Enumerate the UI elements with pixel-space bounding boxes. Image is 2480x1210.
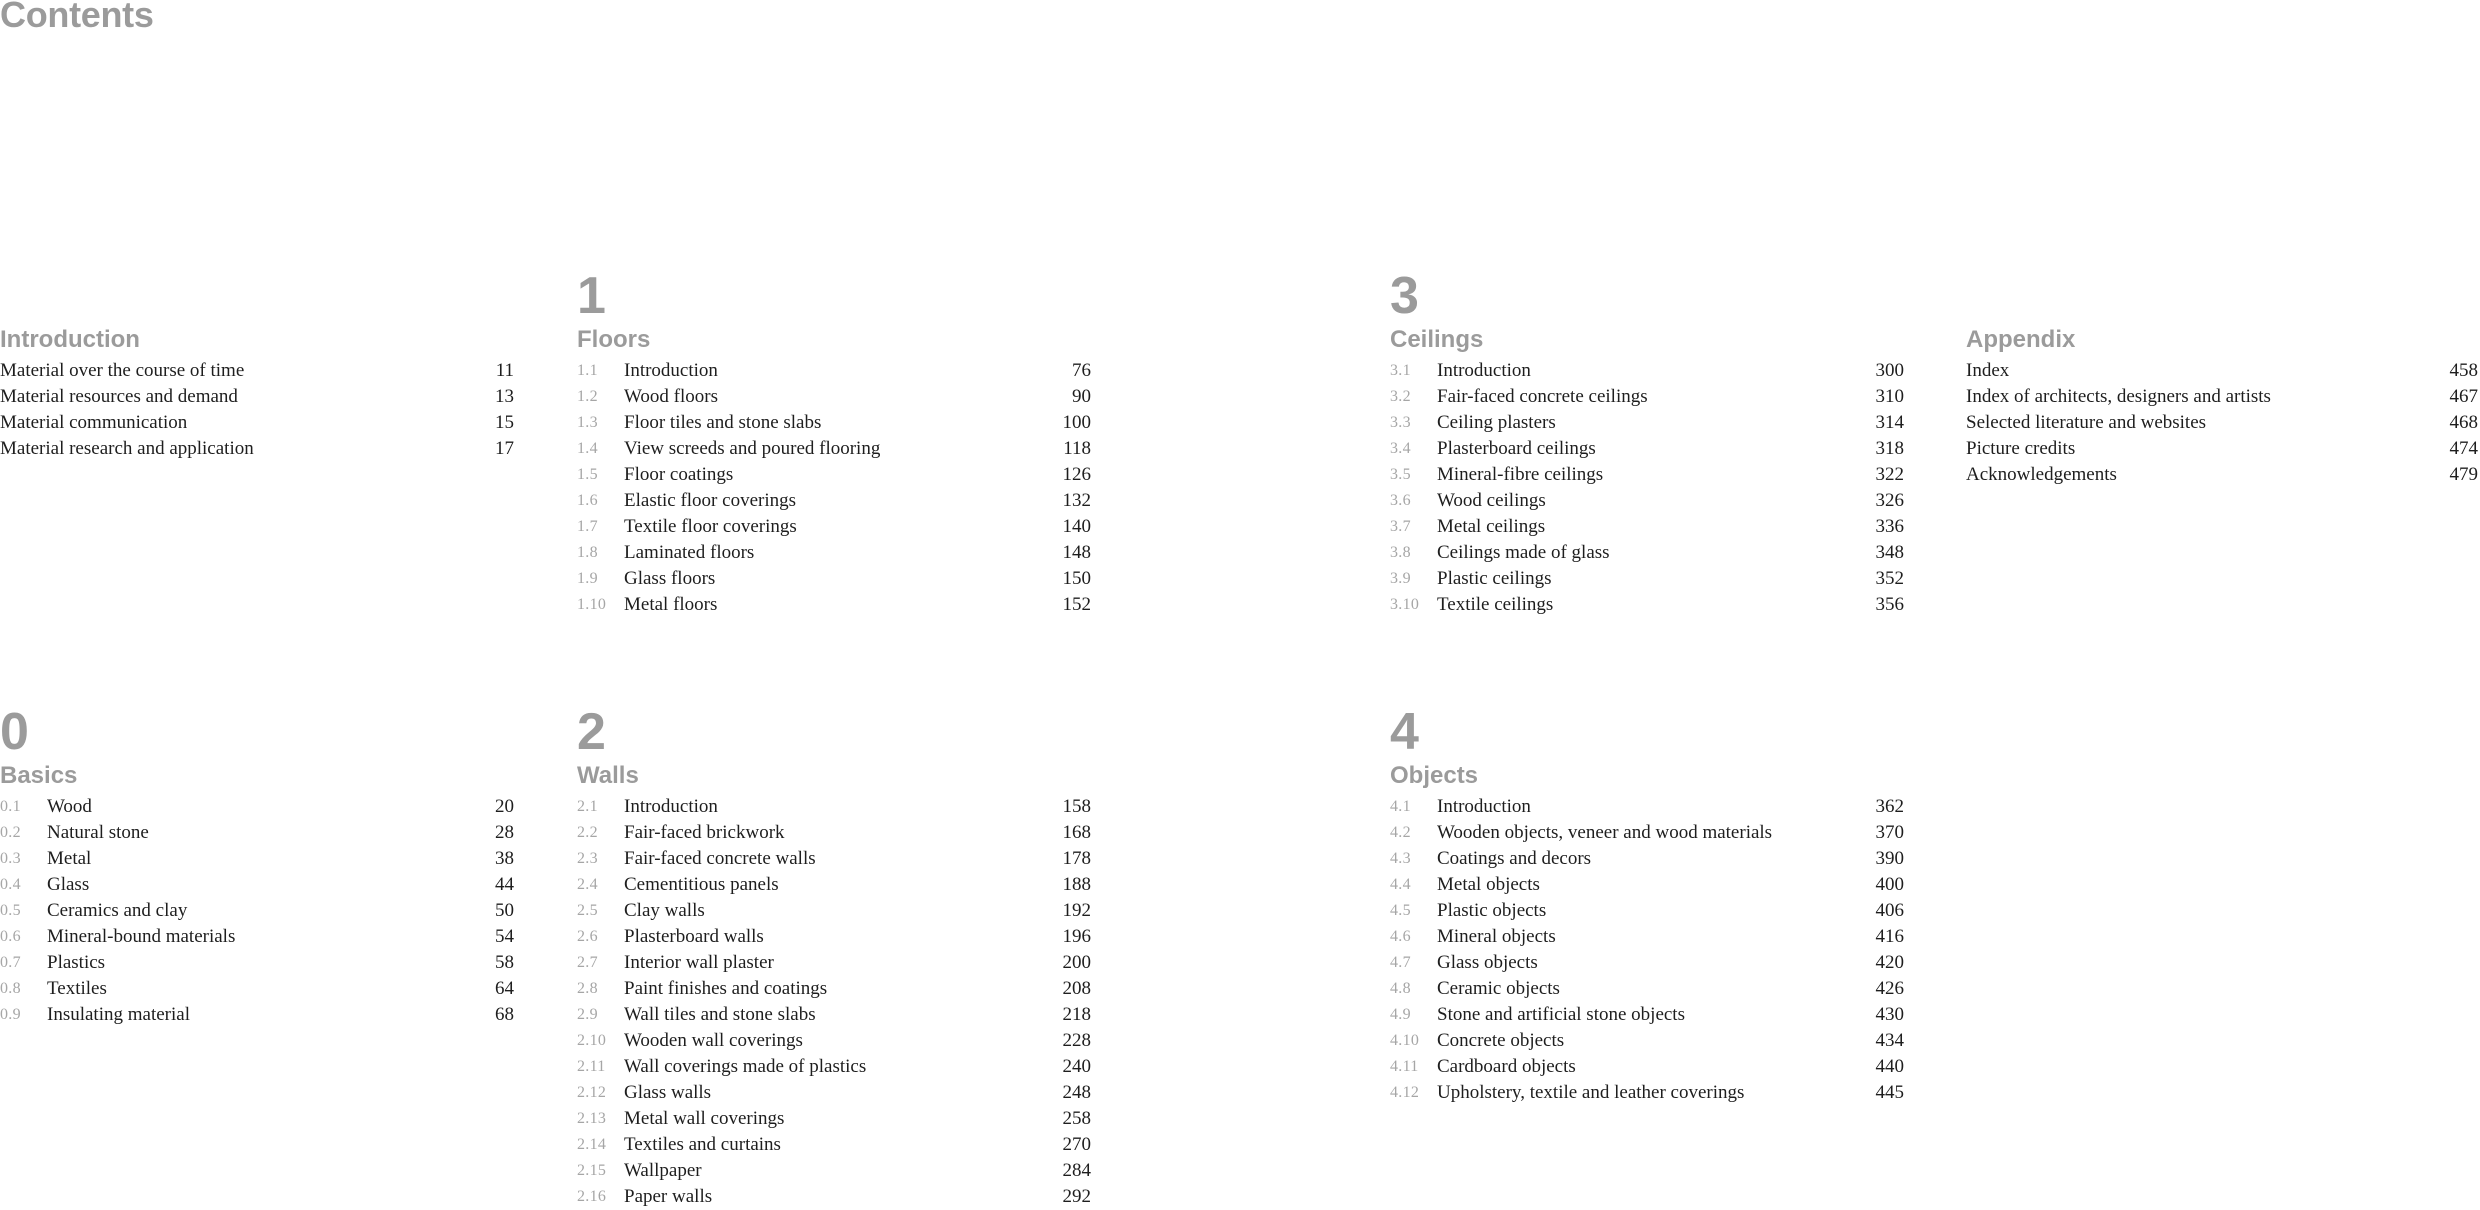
entry-title: Introduction <box>624 360 718 381</box>
toc-entry[interactable] <box>1390 436 1904 462</box>
entry-title: Metal floors <box>624 594 718 615</box>
entry-title: Textiles <box>47 978 107 999</box>
entry-title: View screeds and poured flooring <box>624 438 881 459</box>
entry-number: 2.1 <box>577 798 598 815</box>
entry-number: 2.9 <box>577 1006 598 1023</box>
entry-title: Metal objects <box>1437 874 1540 895</box>
toc-entry[interactable] <box>1390 846 1904 872</box>
toc-entry[interactable] <box>1390 1080 1904 1106</box>
entry-number: 2.2 <box>577 824 598 841</box>
entry-title: Natural stone <box>47 822 149 843</box>
entry-number: 0.6 <box>0 928 21 945</box>
entry-number: 1.7 <box>577 518 598 535</box>
entry-page-number: 284 <box>1062 1160 1091 1181</box>
entry-title: Wood <box>47 796 92 817</box>
section-heading: Basics <box>0 762 78 789</box>
entry-page-number: 118 <box>1063 438 1091 459</box>
toc-entry[interactable] <box>0 872 514 898</box>
toc-entry[interactable] <box>1966 384 2478 410</box>
entry-number: 4.8 <box>1390 980 1411 997</box>
chapter-number: 1 <box>577 267 606 325</box>
entry-page-number: 13 <box>495 386 514 407</box>
entry-title: Wallpaper <box>624 1160 702 1181</box>
entry-number: 3.5 <box>1390 466 1411 483</box>
entry-page-number: 440 <box>1875 1056 1904 1077</box>
entry-page-number: 188 <box>1062 874 1091 895</box>
toc-entry[interactable] <box>577 566 1091 592</box>
entry-page-number: 400 <box>1875 874 1904 895</box>
entry-title: Plasterboard ceilings <box>1437 438 1596 459</box>
entry-page-number: 336 <box>1875 516 1904 537</box>
entry-page-number: 20 <box>495 796 514 817</box>
entry-page-number: 15 <box>495 412 514 433</box>
entry-number: 4.6 <box>1390 928 1411 945</box>
entry-page-number: 17 <box>495 438 514 459</box>
entry-page-number: 458 <box>2449 360 2478 381</box>
entry-title: Plastics <box>47 952 106 973</box>
entry-number: 4.10 <box>1390 1032 1420 1049</box>
toc-entry[interactable] <box>1390 1028 1904 1054</box>
entry-number: 3.3 <box>1390 414 1411 431</box>
entry-title: Material over the course of time <box>0 360 245 381</box>
entry-title: Mineral-bound materials <box>47 926 236 947</box>
entry-title: Wood floors <box>624 386 718 407</box>
toc-entry[interactable] <box>577 410 1091 436</box>
entry-page-number: 362 <box>1875 796 1904 817</box>
entry-number: 4.9 <box>1390 1006 1411 1023</box>
entry-page-number: 318 <box>1875 438 1904 459</box>
entry-number: 4.1 <box>1390 798 1411 815</box>
toc-entry[interactable] <box>0 898 514 924</box>
entry-title: Glass <box>47 874 90 895</box>
entry-number: 2.11 <box>577 1058 606 1075</box>
entry-page-number: 434 <box>1875 1030 1904 1051</box>
toc-entry[interactable] <box>0 436 514 462</box>
entry-title: Introduction <box>1437 360 1531 381</box>
toc-entry[interactable] <box>577 1054 1091 1080</box>
entry-title: Paper walls <box>624 1186 713 1207</box>
entry-number: 0.4 <box>0 876 21 893</box>
entry-title: Coatings and decors <box>1437 848 1592 869</box>
toc-entry[interactable] <box>577 950 1091 976</box>
toc-entry[interactable] <box>577 1132 1091 1158</box>
toc-entry[interactable] <box>577 794 1091 820</box>
toc-entry[interactable] <box>1966 462 2478 488</box>
entry-number: 3.2 <box>1390 388 1411 405</box>
entry-title: Wall coverings made of plastics <box>624 1056 867 1077</box>
toc-entry[interactable] <box>1390 898 1904 924</box>
entry-page-number: 200 <box>1062 952 1091 973</box>
toc-entry[interactable] <box>0 384 514 410</box>
entry-title: Plastic objects <box>1437 900 1547 921</box>
toc-entry[interactable] <box>577 592 1091 618</box>
entry-number: 3.6 <box>1390 492 1411 509</box>
entry-title: Insulating material <box>47 1004 190 1025</box>
entry-page-number: 28 <box>495 822 514 843</box>
entry-page-number: 90 <box>1072 386 1091 407</box>
toc-entry[interactable] <box>1966 436 2478 462</box>
entry-list <box>1390 794 1904 1106</box>
toc-entry[interactable] <box>0 794 514 820</box>
section-heading: Objects <box>1390 762 1479 789</box>
entry-title: Clay walls <box>624 900 705 921</box>
entry-page-number: 356 <box>1875 594 1904 615</box>
entry-number: 0.8 <box>0 980 21 997</box>
entry-title: Floor coatings <box>624 464 734 485</box>
entry-title: Wooden objects, veneer and wood materials <box>1437 822 1773 843</box>
entry-number: 2.6 <box>577 928 598 945</box>
toc-entry[interactable] <box>577 1080 1091 1106</box>
section-heading: Ceilings <box>1390 326 1484 353</box>
entry-number: 1.6 <box>577 492 598 509</box>
toc-entry[interactable] <box>577 1158 1091 1184</box>
entry-list <box>577 358 1091 618</box>
toc-entry[interactable] <box>577 436 1091 462</box>
entry-title: Fair-faced concrete ceilings <box>1437 386 1648 407</box>
entry-number: 0.5 <box>0 902 21 919</box>
entry-number: 4.3 <box>1390 850 1411 867</box>
entry-page-number: 406 <box>1875 900 1904 921</box>
entry-number: 2.8 <box>577 980 598 997</box>
entry-title: Material resources and demand <box>0 386 238 407</box>
entry-number: 2.14 <box>577 1136 607 1153</box>
chapter-number: 4 <box>1390 703 1419 761</box>
entry-page-number: 158 <box>1062 796 1091 817</box>
entry-page-number: 240 <box>1062 1056 1091 1077</box>
entry-number: 2.3 <box>577 850 598 867</box>
toc-entry[interactable] <box>577 924 1091 950</box>
chapter-number: 0 <box>0 703 29 761</box>
entry-title: Glass objects <box>1437 952 1538 973</box>
toc-entry[interactable] <box>1390 410 1904 436</box>
chapter-number: 3 <box>1390 267 1419 325</box>
section-heading: Introduction <box>0 326 140 353</box>
entry-number: 2.12 <box>577 1084 607 1101</box>
toc-entry[interactable] <box>577 1106 1091 1132</box>
entry-title: Index of architects, designers and artists <box>1966 386 2271 407</box>
entry-number: 4.11 <box>1390 1058 1419 1075</box>
entry-page-number: 426 <box>1875 978 1904 999</box>
entry-number: 1.9 <box>577 570 598 587</box>
entry-page-number: 468 <box>2449 412 2478 433</box>
entry-title: Ceilings made of glass <box>1437 542 1610 563</box>
entry-page-number: 11 <box>495 360 514 381</box>
entry-title: Introduction <box>1437 796 1531 817</box>
entry-page-number: 292 <box>1062 1186 1091 1207</box>
entry-page-number: 54 <box>495 926 514 947</box>
toc-entry[interactable] <box>1390 540 1904 566</box>
entry-number: 1.8 <box>577 544 598 561</box>
toc-entry[interactable] <box>0 358 514 384</box>
toc-entry[interactable] <box>1390 950 1904 976</box>
toc-entry[interactable] <box>1390 358 1904 384</box>
toc-entry[interactable] <box>0 410 514 436</box>
entry-title: Wooden wall coverings <box>624 1030 803 1051</box>
entry-title: Laminated floors <box>624 542 755 563</box>
toc-entry[interactable] <box>0 924 514 950</box>
entry-title: Mineral-fibre ceilings <box>1437 464 1604 485</box>
entry-page-number: 68 <box>495 1004 514 1025</box>
entry-title: Textiles and curtains <box>624 1134 781 1155</box>
entry-list <box>0 794 514 1028</box>
toc-entry[interactable] <box>0 846 514 872</box>
entry-title: Textile floor coverings <box>624 516 797 537</box>
entry-page-number: 152 <box>1062 594 1091 615</box>
entry-page-number: 150 <box>1062 568 1091 589</box>
entry-number: 2.13 <box>577 1110 607 1127</box>
entry-page-number: 352 <box>1875 568 1904 589</box>
toc-entry[interactable] <box>1390 794 1904 820</box>
entry-title: Picture credits <box>1966 438 2076 459</box>
toc-entry[interactable] <box>577 976 1091 1002</box>
entry-title: Index <box>1966 360 2010 381</box>
entry-title: Fair-faced brickwork <box>624 822 785 843</box>
entry-title: Upholstery, textile and leather coverings <box>1437 1082 1745 1103</box>
entry-page-number: 248 <box>1062 1082 1091 1103</box>
entry-number: 2.5 <box>577 902 598 919</box>
entry-page-number: 314 <box>1875 412 1904 433</box>
entry-number: 1.3 <box>577 414 598 431</box>
entry-title: Wall tiles and stone slabs <box>624 1004 816 1025</box>
entry-page-number: 208 <box>1062 978 1091 999</box>
entry-page-number: 370 <box>1875 822 1904 843</box>
entry-title: Interior wall plaster <box>624 952 774 973</box>
entry-number: 4.12 <box>1390 1084 1420 1101</box>
toc-entry[interactable] <box>1390 820 1904 846</box>
entry-page-number: 474 <box>2449 438 2478 459</box>
toc-entry[interactable] <box>1390 1054 1904 1080</box>
entry-page-number: 192 <box>1062 900 1091 921</box>
entry-number: 2.15 <box>577 1162 607 1179</box>
toc-entry[interactable] <box>1390 384 1904 410</box>
entry-title: Mineral objects <box>1437 926 1556 947</box>
entry-page-number: 300 <box>1875 360 1904 381</box>
entry-page-number: 44 <box>495 874 514 895</box>
entry-list <box>0 358 514 462</box>
entry-list <box>1390 358 1904 618</box>
toc-entry[interactable] <box>577 462 1091 488</box>
entry-number: 4.2 <box>1390 824 1411 841</box>
toc-entry[interactable] <box>1390 514 1904 540</box>
entry-number: 3.8 <box>1390 544 1411 561</box>
entry-title: Material communication <box>0 412 188 433</box>
entry-number: 2.7 <box>577 954 598 971</box>
entry-title: Paint finishes and coatings <box>624 978 828 999</box>
entry-number: 3.1 <box>1390 362 1411 379</box>
entry-title: Metal wall coverings <box>624 1108 785 1129</box>
entry-page-number: 132 <box>1062 490 1091 511</box>
entry-title: Wood ceilings <box>1437 490 1546 511</box>
toc-entry[interactable] <box>577 1184 1091 1210</box>
toc-entry[interactable] <box>1390 872 1904 898</box>
entry-number: 4.7 <box>1390 954 1411 971</box>
entry-title: Stone and artificial stone objects <box>1437 1004 1685 1025</box>
entry-page-number: 64 <box>495 978 514 999</box>
entry-title: Cardboard objects <box>1437 1056 1576 1077</box>
entry-page-number: 218 <box>1062 1004 1091 1025</box>
entry-page-number: 38 <box>495 848 514 869</box>
toc-entry[interactable] <box>577 384 1091 410</box>
toc-entry[interactable] <box>577 898 1091 924</box>
toc-entry[interactable] <box>1390 488 1904 514</box>
entry-page-number: 467 <box>2449 386 2478 407</box>
entry-page-number: 420 <box>1875 952 1904 973</box>
entry-number: 4.4 <box>1390 876 1411 893</box>
entry-page-number: 445 <box>1875 1082 1904 1103</box>
entry-page-number: 390 <box>1875 848 1904 869</box>
entry-page-number: 100 <box>1062 412 1091 433</box>
entry-number: 3.10 <box>1390 596 1420 613</box>
entry-page-number: 326 <box>1875 490 1904 511</box>
toc-entry[interactable] <box>1390 462 1904 488</box>
entry-number: 1.10 <box>577 596 607 613</box>
entry-number: 0.9 <box>0 1006 21 1023</box>
toc-entry[interactable] <box>0 950 514 976</box>
entry-page-number: 148 <box>1062 542 1091 563</box>
entry-title: Metal ceilings <box>1437 516 1546 537</box>
entry-title: Glass floors <box>624 568 716 589</box>
toc-entry[interactable] <box>577 872 1091 898</box>
toc-entry[interactable] <box>577 540 1091 566</box>
entry-page-number: 258 <box>1062 1108 1091 1129</box>
entry-title: Selected literature and websites <box>1966 412 2207 433</box>
entry-page-number: 76 <box>1072 360 1091 381</box>
entry-number: 0.2 <box>0 824 21 841</box>
entry-title: Plastic ceilings <box>1437 568 1552 589</box>
entry-page-number: 270 <box>1062 1134 1091 1155</box>
entry-number: 2.16 <box>577 1188 607 1205</box>
entry-title: Acknowledgements <box>1966 464 2117 485</box>
toc-entry[interactable] <box>577 1028 1091 1054</box>
entry-title: Metal <box>47 848 92 869</box>
entry-title: Ceramics and clay <box>47 900 188 921</box>
entry-title: Plasterboard walls <box>624 926 764 947</box>
entry-number: 2.4 <box>577 876 598 893</box>
entry-title: Ceiling plasters <box>1437 412 1556 433</box>
entry-title: Glass walls <box>624 1082 712 1103</box>
entry-page-number: 228 <box>1062 1030 1091 1051</box>
toc-entry[interactable] <box>1966 410 2478 436</box>
entry-number: 0.7 <box>0 954 21 971</box>
entry-list <box>577 794 1091 1210</box>
toc-entry[interactable] <box>1390 1002 1904 1028</box>
entry-number: 4.5 <box>1390 902 1411 919</box>
toc-entry[interactable] <box>1966 358 2478 384</box>
toc-entry[interactable] <box>577 488 1091 514</box>
entry-page-number: 310 <box>1875 386 1904 407</box>
toc-entry[interactable] <box>1390 924 1904 950</box>
entry-number: 1.1 <box>577 362 598 379</box>
toc-entry[interactable] <box>577 1002 1091 1028</box>
entry-page-number: 168 <box>1062 822 1091 843</box>
entry-number: 1.2 <box>577 388 598 405</box>
section-heading: Floors <box>577 326 651 353</box>
entry-list <box>1966 358 2478 488</box>
entry-page-number: 416 <box>1875 926 1904 947</box>
section-heading: Walls <box>577 762 639 789</box>
entry-number: 0.3 <box>0 850 21 867</box>
entry-title: Concrete objects <box>1437 1030 1565 1051</box>
toc-entry[interactable] <box>577 358 1091 384</box>
toc-entry[interactable] <box>1390 566 1904 592</box>
entry-page-number: 140 <box>1062 516 1091 537</box>
toc-entry[interactable] <box>0 820 514 846</box>
entry-number: 1.4 <box>577 440 598 457</box>
entry-title: Material research and application <box>0 438 254 459</box>
toc-entry[interactable] <box>577 514 1091 540</box>
entry-title: Ceramic objects <box>1437 978 1560 999</box>
entry-page-number: 126 <box>1062 464 1091 485</box>
entry-title: Textile ceilings <box>1437 594 1554 615</box>
entry-page-number: 430 <box>1875 1004 1904 1025</box>
section-heading: Appendix <box>1966 326 2076 353</box>
entry-page-number: 178 <box>1062 848 1091 869</box>
entry-title: Elastic floor coverings <box>624 490 797 511</box>
entry-page-number: 348 <box>1875 542 1904 563</box>
toc-entry[interactable] <box>1390 592 1904 618</box>
entry-title: Cementitious panels <box>624 874 779 895</box>
entry-title: Floor tiles and stone slabs <box>624 412 822 433</box>
entry-title: Introduction <box>624 796 718 817</box>
entry-page-number: 50 <box>495 900 514 921</box>
entry-number: 3.7 <box>1390 518 1411 535</box>
toc-entry[interactable] <box>577 820 1091 846</box>
entry-page-number: 196 <box>1062 926 1091 947</box>
entry-number: 1.5 <box>577 466 598 483</box>
entry-number: 3.9 <box>1390 570 1411 587</box>
toc-entry[interactable] <box>0 976 514 1002</box>
toc-entry[interactable] <box>0 1002 514 1028</box>
entry-number: 2.10 <box>577 1032 607 1049</box>
page-title: Contents <box>0 0 154 35</box>
entry-page-number: 479 <box>2449 464 2478 485</box>
entry-number: 0.1 <box>0 798 21 815</box>
entry-title: Fair-faced concrete walls <box>624 848 816 869</box>
entry-page-number: 58 <box>495 952 514 973</box>
toc-entry[interactable] <box>577 846 1091 872</box>
toc-entry[interactable] <box>1390 976 1904 1002</box>
entry-page-number: 322 <box>1875 464 1904 485</box>
entry-number: 3.4 <box>1390 440 1411 457</box>
chapter-number: 2 <box>577 703 606 761</box>
